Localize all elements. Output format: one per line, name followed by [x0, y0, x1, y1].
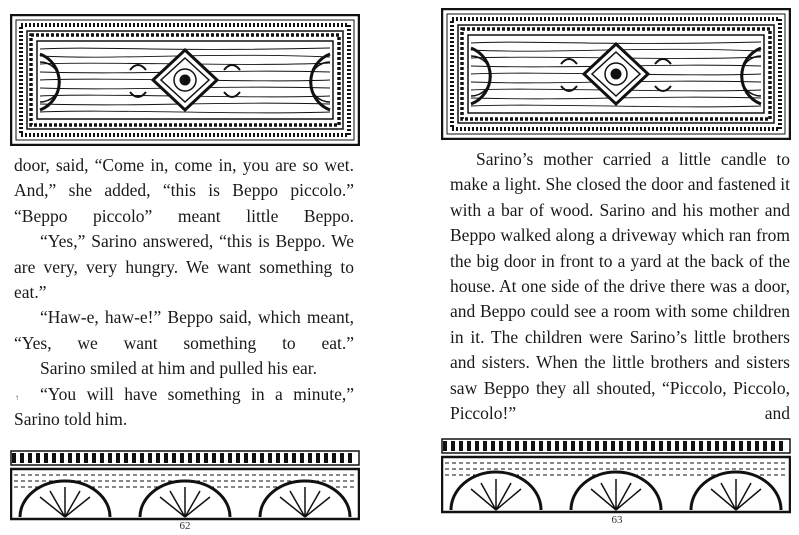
right-page: [405, 0, 799, 535]
paragraph: “Haw-e, haw-e!” Beppo said, which meant, “Yes, we want something to eat.”: [14, 307, 354, 353]
page-number: 63: [611, 514, 623, 526]
body-text: [450, 147, 790, 426]
top-woodcut-ornament: [441, 8, 791, 140]
bottom-woodcut-ornament: [441, 437, 791, 514]
bottom-woodcut-ornament: [10, 449, 360, 521]
top-woodcut-ornament: [10, 14, 360, 146]
left-page: [0, 0, 390, 535]
body-text: [14, 153, 354, 432]
stray-printer-mark: ↑: [15, 393, 19, 402]
paragraph: door, said, “Come in, come in, you are so wet. And,” she added, “this is Beppo piccolo.” “Beppo piccolo” meant little Beppo.: [14, 155, 354, 226]
paragraph: Sarino smiled at him and pulled his ear.: [40, 358, 318, 379]
page-number: 62: [179, 520, 191, 532]
paragraph: “You will have something in a minute,” Sarino told him.: [14, 383, 354, 430]
paragraph: “Yes,” Sarino answered, “this is Beppo. We are very, very hungry. We want something to eat.”: [14, 231, 354, 303]
paragraph: Sarino’s mother carried a little candle to make a light. She closed the door and fastened it with a bar of wood. Sarino and his mother and Beppo walked along a driveway which ran from the big door in front to a yard at the back of the house. At one side of the drive there was a door, and Beppo could see a room with some children in it. The children were Sarino’s little brothers and sisters. When the little brothers and sisters saw Beppo they all shouted, “Piccolo, Piccolo, Piccolo!” and: [450, 149, 790, 424]
